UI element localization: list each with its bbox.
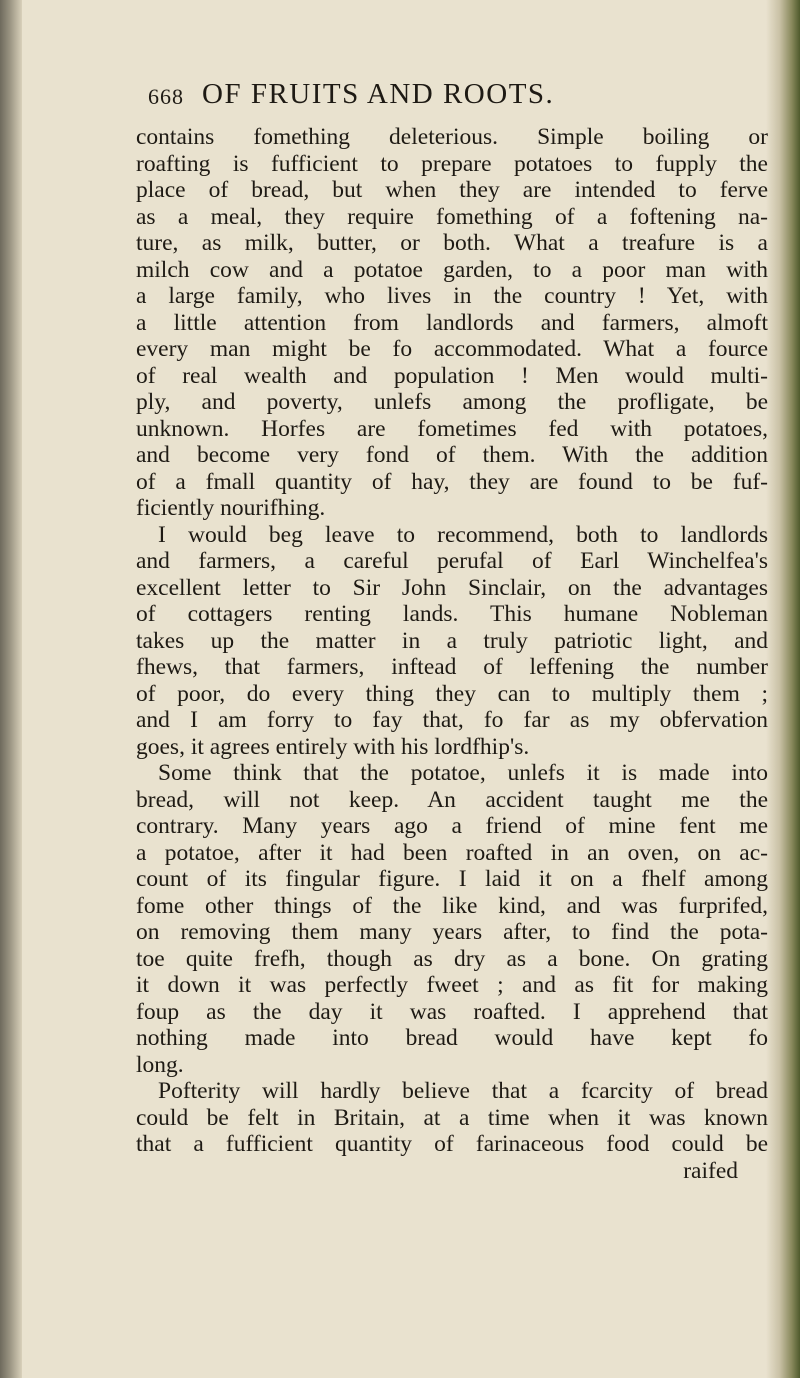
text-line: every man might be fo accommodated. What a fource bbox=[136, 336, 768, 362]
text-line: contains fomething deleterious. Simple boiling or bbox=[136, 124, 768, 150]
text-line: Pofterity will hardly believe that a fcarcity of bread bbox=[158, 1078, 768, 1104]
text-line: Some think that the potatoe, unlefs it is made into bbox=[158, 760, 768, 786]
text-line: and become very fond of them. With the addition bbox=[136, 442, 768, 468]
text-line: of cottagers renting lands. This humane Nobleman bbox=[136, 601, 768, 627]
text-line: ficiently nourifhing. bbox=[136, 495, 326, 521]
text-line: fhews, that farmers, inftead of leffening the number bbox=[136, 654, 768, 680]
text-line: count of its fingular figure. I laid it on a fhelf among bbox=[136, 866, 768, 892]
text-line: a little attention from landlords and farmers, almoft bbox=[136, 309, 768, 336]
text-line: and farmers, a careful perufal of Earl Winchelfea's bbox=[136, 548, 768, 574]
text-line: long. bbox=[136, 1051, 184, 1078]
text-line: ply, and poverty, unlefs among the profligate, be bbox=[136, 389, 768, 415]
text-line: I would beg leave to recommend, both to landlords bbox=[158, 521, 768, 548]
text-line: it down it was perfectly fweet ; and as fit for making bbox=[136, 972, 768, 998]
text-line: nothing made into bread would have kept fo bbox=[136, 1025, 768, 1051]
text-line: foup as the day it was roafted. I apprehend that bbox=[136, 998, 768, 1025]
text-line: that a fufficient quantity of farinaceous food could be bbox=[136, 1131, 768, 1157]
text-line: contrary. Many years ago a friend of mine fent me bbox=[136, 813, 768, 839]
text-line: excellent letter to Sir John Sinclair, on the advantages bbox=[136, 574, 768, 601]
text-line: roafting is fufficient to prepare potatoes to fupply the bbox=[136, 150, 768, 177]
text-line: milch cow and a potatoe garden, to a poor man with bbox=[136, 256, 768, 283]
page-number: 668 bbox=[148, 84, 184, 109]
text-line: a large family, who lives in the country ! Yet, with bbox=[136, 283, 768, 309]
text-line: on removing them many years after, to find the pota- bbox=[136, 919, 768, 945]
running-head bbox=[148, 78, 648, 118]
text-line: bread, will not keep. An accident taught me the bbox=[136, 786, 768, 813]
text-line: toe quite frefh, though as dry as a bone. On grating bbox=[136, 945, 768, 972]
text-line: takes up the matter in a truly patriotic light, and bbox=[136, 627, 768, 654]
text-line: of real wealth and population ! Men would multi- bbox=[136, 362, 768, 389]
text-line: of poor, do every thing they can to multiply them ; bbox=[136, 680, 768, 707]
body-text bbox=[136, 124, 768, 1184]
text-line: place of bread, but when they are intended to ferve bbox=[136, 177, 768, 203]
text-line: unknown. Horfes are fometimes fed with potatoes, bbox=[136, 415, 768, 442]
text-line: as a meal, they require fomething of a foftening na- bbox=[136, 203, 768, 230]
text-line: fome other things of the like kind, and was furprifed, bbox=[136, 892, 768, 919]
text-line: could be felt in Britain, at a time when it was known bbox=[136, 1104, 768, 1131]
running-head-title: OF FRUITS AND ROOTS. bbox=[202, 78, 555, 110]
text-line: ture, as milk, butter, or both. What a treafure is a bbox=[136, 230, 768, 256]
text-line: of a fmall quantity of hay, they are found to be fuf- bbox=[136, 468, 768, 495]
text-line: and I am forry to fay that, fo far as my obfervation bbox=[136, 707, 768, 733]
text-line: a potatoe, after it had been roafted in an oven, on ac- bbox=[136, 839, 768, 866]
text-line: goes, it agrees entirely with his lordfhip's. bbox=[136, 733, 530, 760]
text-line: raifed bbox=[683, 1157, 738, 1184]
